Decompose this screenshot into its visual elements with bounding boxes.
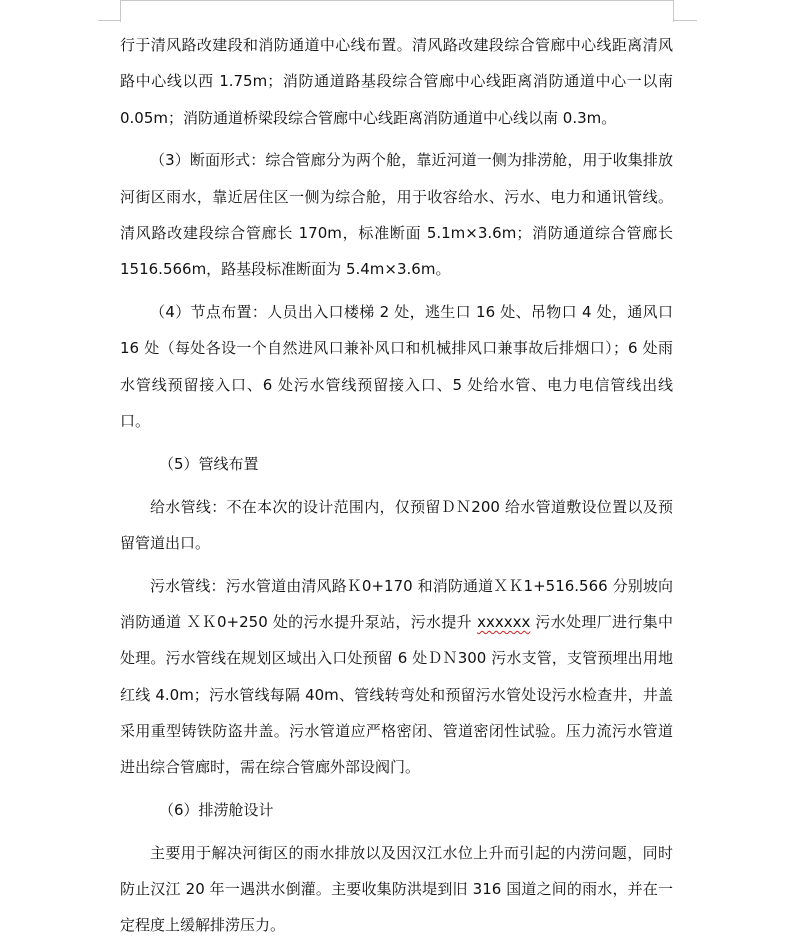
sewage-text-after: 污水处理厂进行集中处理。污水管线在规划区域出入口处预留 6 处ＤＮ300 污水支管，支管预埋出用地红线 4.0m；污水管线每隔 40m、管线转弯处和预留污水管处设污水检查井，井盖采用重型铸铁防盗井盖。污水管道应严格密闭、管道密闭性试验。压力流污水管道进出综合管廊时，需在综合管廊外部设阀门。 [120,612,673,777]
heading-drainage-cabin: （6）排涝舱设计 [159,800,274,819]
paragraph-centerline-layout: 行于清风路改建段和消防通道中心线布置。清风路改建段综合管廊中心线距离清风路中心线以西 1.75m；消防通道路基段综合管廊中心线距离消防通道中心一以南 0.05m；消防通道桥梁段综合管廊中心线距离消防通道中心线以南 0.3m。 [120,36,673,127]
left-corner-mark [98,20,120,21]
paragraph-node-layout: （4）节点布置：人员出入口楼梯 2 处，逃生口 16 处、吊物口 4 处，通风口 16 处（每处各设一个自然进风口兼补风口和机械排风口兼事故后排烟口）；6 处雨水管线预留接入口、6 处污水管线预留接入口、5 处给水管、电力电信管线出线口。 [120,303,673,430]
spellcheck-marked-text[interactable]: xxxxxx [477,612,531,631]
paragraph-drainage-purpose: 主要用于解决河街区的雨水排放以及因汉江水位上升而引起的内涝问题，同时防止汉江 20 年一遇洪水倒灌。主要收集防洪堤到旧 316 国道之间的雨水，并在一定程度上缓解排涝压力。 [120,843,673,935]
paragraph-sewage [120,568,673,786]
heading-pipeline-layout: （5）管线布置 [159,454,259,473]
sewage-text-before: 污水管线：污水管道由清风路Ｋ0+170 和消防通道ＸＫ1+516.566 分别坡向消防通道 ＸＫ0+250 处的污水提升泵站，污水提升 [120,576,673,631]
page-top-edge [120,0,673,1]
right-margin-mark [673,0,674,22]
paragraph-section-form: （3）断面形式：综合管廊分为两个舱，靠近河道一侧为排涝舱，用于收集排放河街区雨水，靠近居住区一侧为综合舱，用于收容给水、污水、电力和通讯管线。清风路改建段综合管廊长 170m，标准断面 5.1m×3.6m；消防通道综合管廊长 1516.566m，路基段标准断面为 5.4m×3.6m。 [120,151,673,279]
left-margin-mark [120,0,121,22]
paragraph-water-supply: 给水管线：不在本次的设计范围内，仅预留ＤＮ200 给水管道敷设位置以及预留管道出口。 [120,497,673,552]
right-corner-mark [673,20,697,21]
document-body [120,27,673,944]
